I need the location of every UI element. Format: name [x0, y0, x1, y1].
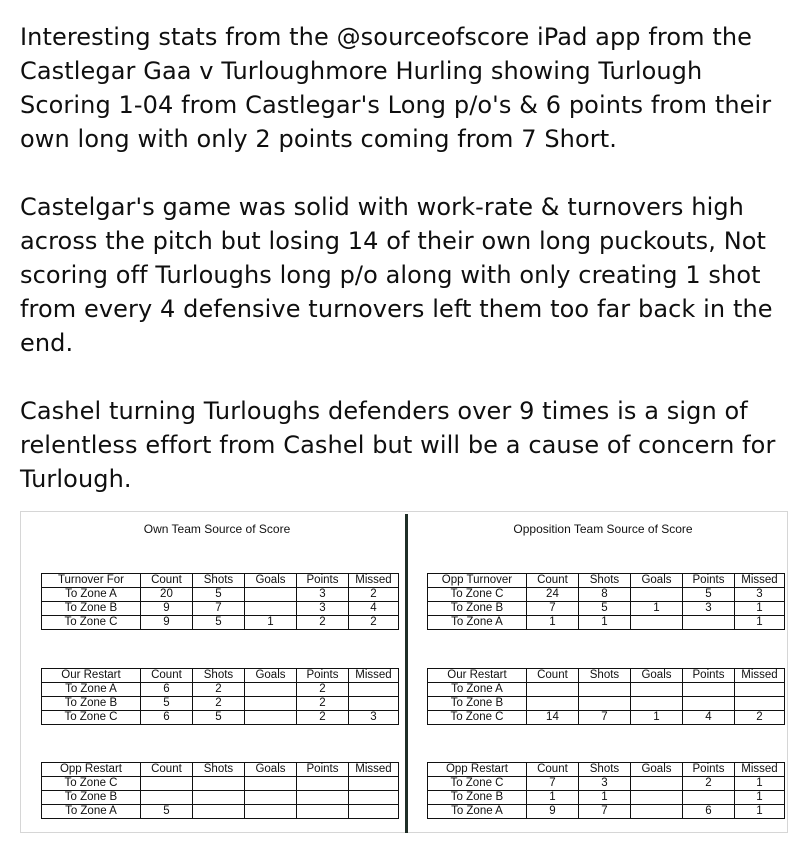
value-cell: 7 [192, 602, 244, 616]
header-cell: Count [526, 574, 578, 588]
header-cell: Points [296, 763, 348, 777]
table-row [42, 697, 399, 711]
value-cell [140, 777, 192, 791]
value-cell [244, 711, 296, 725]
opp-restart-table [427, 762, 785, 819]
value-cell [349, 791, 399, 805]
value-cell: 5 [192, 711, 244, 725]
value-cell [192, 777, 244, 791]
value-cell [630, 588, 682, 602]
value-cell [682, 697, 734, 711]
table-row [42, 791, 399, 805]
row-label-cell: To Zone C [42, 616, 141, 630]
value-cell [296, 777, 348, 791]
header-cell: Points [682, 574, 734, 588]
header-cell: Count [140, 574, 192, 588]
value-cell [526, 697, 578, 711]
value-cell: 1 [630, 711, 682, 725]
value-cell: 8 [578, 588, 630, 602]
value-cell: 3 [578, 777, 630, 791]
own-team-title: Own Team Source of Score [143, 522, 291, 536]
value-cell [349, 697, 399, 711]
row-label-cell: To Zone B [428, 791, 527, 805]
value-cell: 6 [140, 711, 192, 725]
row-label-cell: To Zone C [42, 711, 141, 725]
header-cell: Count [140, 763, 192, 777]
row-label-cell: To Zone A [428, 805, 527, 819]
table-row [428, 683, 785, 697]
value-cell: 2 [349, 616, 399, 630]
header-cell: Shots [192, 574, 244, 588]
table-header-row [42, 763, 399, 777]
value-cell: 9 [526, 805, 578, 819]
table-header-row [428, 574, 785, 588]
table-header-row [428, 669, 785, 683]
header-cell: Shots [578, 669, 630, 683]
header-cell: Goals [630, 669, 682, 683]
header-cell: Missed [735, 763, 785, 777]
header-cell: Missed [735, 669, 785, 683]
row-label-cell: To Zone B [428, 697, 527, 711]
row-label-cell: To Zone A [42, 805, 141, 819]
header-cell: Points [682, 763, 734, 777]
header-cell: Shots [578, 763, 630, 777]
row-label-cell: To Zone A [42, 683, 141, 697]
post-paragraph-3: Cashel turning Turloughs defenders over 9 times is a sign of relentless effort from Cashel but will be a cause of concern for Turlough. [20, 397, 776, 493]
row-label-cell: To Zone B [428, 602, 527, 616]
value-cell [244, 683, 296, 697]
value-cell: 20 [140, 588, 192, 602]
value-cell [192, 805, 244, 819]
table-row [42, 616, 399, 630]
value-cell: 1 [526, 616, 578, 630]
header-cell: Shots [192, 763, 244, 777]
value-cell [526, 683, 578, 697]
table-row [42, 602, 399, 616]
value-cell: 1 [526, 791, 578, 805]
value-cell [192, 791, 244, 805]
header-cell: Shots [192, 669, 244, 683]
opp-turnover-table [427, 573, 785, 630]
value-cell [682, 791, 734, 805]
value-cell [244, 602, 296, 616]
value-cell: 3 [682, 602, 734, 616]
table-row [428, 588, 785, 602]
value-cell: 5 [682, 588, 734, 602]
table-row [428, 616, 785, 630]
value-cell: 2 [349, 588, 399, 602]
table-row [428, 805, 785, 819]
header-cell: Goals [244, 574, 296, 588]
value-cell [630, 805, 682, 819]
value-cell: 3 [296, 588, 348, 602]
value-cell: 7 [526, 777, 578, 791]
value-cell [578, 683, 630, 697]
header-cell: Goals [630, 574, 682, 588]
value-cell [630, 791, 682, 805]
value-cell: 3 [296, 602, 348, 616]
header-cell: Our Restart [42, 669, 141, 683]
value-cell: 7 [578, 805, 630, 819]
table-header-row [428, 763, 785, 777]
value-cell [735, 697, 785, 711]
value-cell [349, 777, 399, 791]
value-cell: 2 [192, 683, 244, 697]
table-row [42, 805, 399, 819]
value-cell: 24 [526, 588, 578, 602]
own-opp-restart-table [41, 762, 399, 819]
value-cell: 2 [735, 711, 785, 725]
panel-divider [405, 514, 408, 833]
row-label-cell: To Zone C [42, 777, 141, 791]
opp-our-restart-table [427, 668, 785, 725]
value-cell: 7 [526, 602, 578, 616]
header-cell: Missed [349, 574, 399, 588]
value-cell: 2 [296, 711, 348, 725]
value-cell: 6 [140, 683, 192, 697]
table-row [42, 711, 399, 725]
row-label-cell: To Zone A [428, 683, 527, 697]
value-cell: 1 [735, 791, 785, 805]
row-label-cell: To Zone B [42, 791, 141, 805]
header-cell: Points [296, 574, 348, 588]
own-team-panel [31, 512, 403, 832]
value-cell: 1 [578, 616, 630, 630]
row-label-cell: To Zone A [42, 588, 141, 602]
header-cell: Missed [349, 669, 399, 683]
value-cell [244, 588, 296, 602]
table-row [428, 697, 785, 711]
row-label-cell: To Zone A [428, 616, 527, 630]
value-cell: 1 [578, 791, 630, 805]
value-cell: 5 [192, 588, 244, 602]
value-cell [244, 777, 296, 791]
header-cell: Shots [578, 574, 630, 588]
header-cell: Count [526, 763, 578, 777]
header-cell: Turnover For [42, 574, 141, 588]
value-cell: 1 [735, 616, 785, 630]
opposition-team-title: Opposition Team Source of Score [513, 522, 693, 536]
value-cell [578, 697, 630, 711]
value-cell [244, 791, 296, 805]
row-label-cell: To Zone B [42, 602, 141, 616]
value-cell: 4 [349, 602, 399, 616]
header-cell: Goals [244, 669, 296, 683]
value-cell: 1 [735, 777, 785, 791]
table-row [42, 683, 399, 697]
value-cell [244, 805, 296, 819]
value-cell: 2 [296, 616, 348, 630]
table-row [42, 777, 399, 791]
value-cell: 6 [682, 805, 734, 819]
value-cell: 3 [349, 711, 399, 725]
header-cell: Points [682, 669, 734, 683]
value-cell: 3 [735, 588, 785, 602]
value-cell: 5 [140, 805, 192, 819]
row-label-cell: To Zone B [42, 697, 141, 711]
value-cell [682, 616, 734, 630]
table-header-row [42, 669, 399, 683]
value-cell [349, 805, 399, 819]
table-header-row [42, 574, 399, 588]
value-cell: 5 [140, 697, 192, 711]
opposition-team-panel [417, 512, 789, 832]
value-cell: 1 [735, 805, 785, 819]
row-label-cell: To Zone C [428, 777, 527, 791]
value-cell: 1 [244, 616, 296, 630]
value-cell: 2 [296, 697, 348, 711]
value-cell [244, 697, 296, 711]
table-row [428, 602, 785, 616]
value-cell: 4 [682, 711, 734, 725]
value-cell: 2 [192, 697, 244, 711]
post-body [20, 20, 792, 530]
stats-sheet-image[interactable] [20, 511, 788, 833]
value-cell: 5 [578, 602, 630, 616]
value-cell: 9 [140, 616, 192, 630]
own-restart-table [41, 668, 399, 725]
value-cell [349, 683, 399, 697]
own-turnover-table [41, 573, 399, 630]
table-row [428, 791, 785, 805]
value-cell [630, 697, 682, 711]
header-cell: Missed [735, 574, 785, 588]
header-cell: Goals [630, 763, 682, 777]
value-cell: 1 [735, 602, 785, 616]
header-cell: Count [140, 669, 192, 683]
value-cell [140, 791, 192, 805]
header-cell: Our Restart [428, 669, 527, 683]
value-cell [735, 683, 785, 697]
value-cell: 5 [192, 616, 244, 630]
row-label-cell: To Zone C [428, 711, 527, 725]
header-cell: Opp Restart [428, 763, 527, 777]
value-cell [630, 616, 682, 630]
value-cell [682, 683, 734, 697]
header-cell: Goals [244, 763, 296, 777]
value-cell [630, 777, 682, 791]
value-cell [630, 683, 682, 697]
value-cell [296, 805, 348, 819]
table-row [428, 777, 785, 791]
value-cell: 9 [140, 602, 192, 616]
value-cell: 1 [630, 602, 682, 616]
value-cell: 2 [296, 683, 348, 697]
header-cell: Points [296, 669, 348, 683]
table-row [428, 711, 785, 725]
post-paragraph-2: Castelgar's game was solid with work-rate & turnovers high across the pitch but losing 14 of their own long puckouts, Not scoring off Turloughs long p/o along with only creating 1 shot from every 4 defensive turnovers left them too far back in the end. [20, 193, 773, 357]
value-cell: 7 [578, 711, 630, 725]
header-cell: Missed [349, 763, 399, 777]
header-cell: Opp Turnover [428, 574, 527, 588]
value-cell [296, 791, 348, 805]
header-cell: Count [526, 669, 578, 683]
value-cell: 14 [526, 711, 578, 725]
header-cell: Opp Restart [42, 763, 141, 777]
value-cell: 2 [682, 777, 734, 791]
post-paragraph-1: Interesting stats from the @sourceofscore iPad app from the Castlegar Gaa v Turloughmore Hurling showing Turlough Scoring 1-04 from Castlegar's Long p/o's & 6 points from their own long with only 2 points coming from 7 Short. [20, 23, 772, 153]
row-label-cell: To Zone C [428, 588, 527, 602]
table-row [42, 588, 399, 602]
